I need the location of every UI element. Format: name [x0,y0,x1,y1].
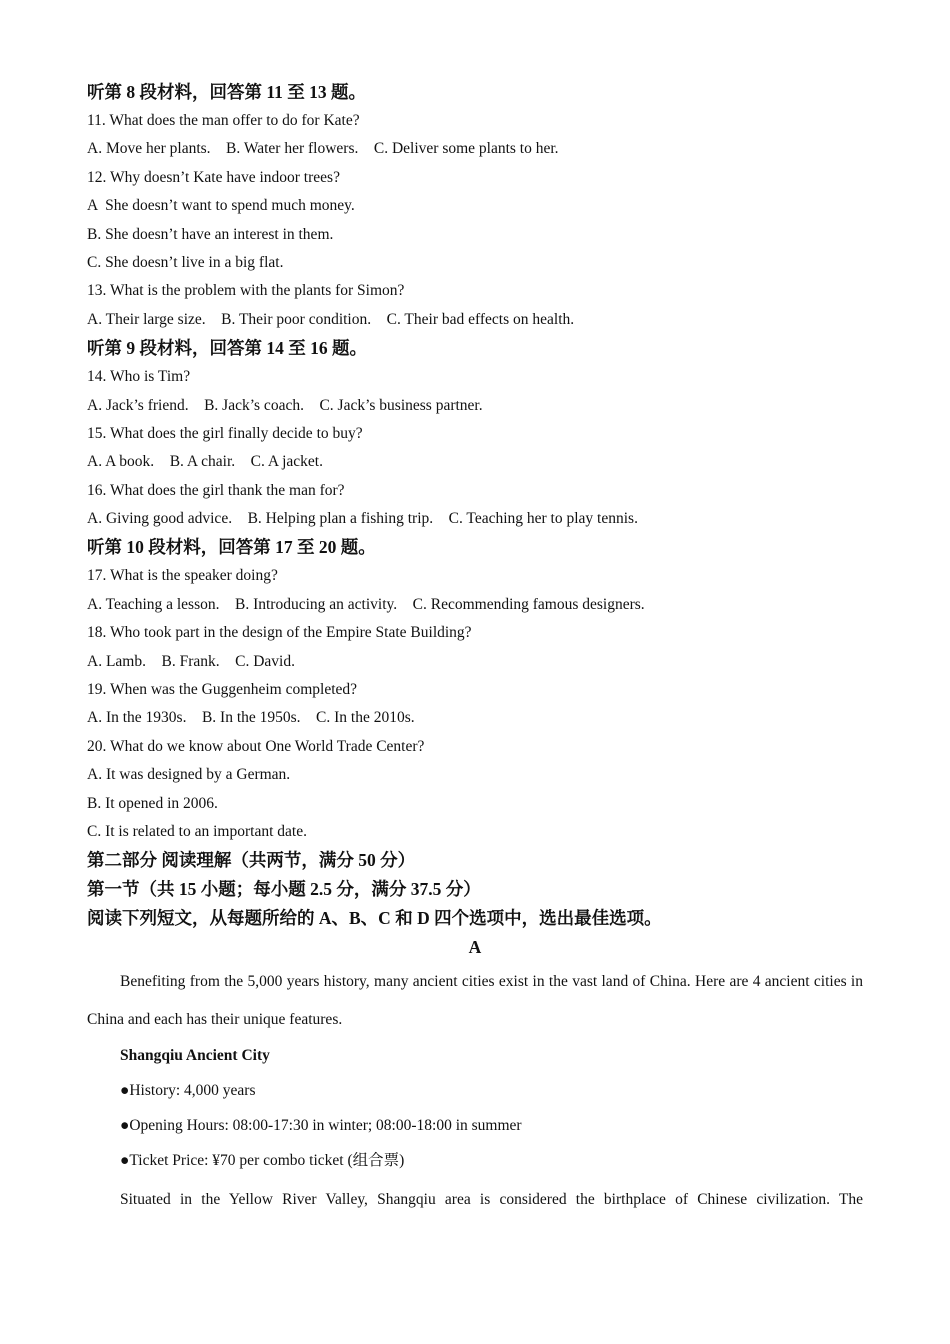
option-c: C. Their bad effects on health. [386,310,575,328]
option-b: B. Helping plan a fishing trip. [247,510,434,528]
question-stem-14: 14. Who is Tim? [87,368,191,386]
option-a: A. Move her plants. [87,140,211,158]
option-a: A. Lamb. [87,652,146,670]
option-a: A. A book. [87,453,155,471]
question-options-18 [87,648,863,676]
option-a: A. Jack’s friend. [87,396,189,414]
question-options-11 [87,135,863,163]
question-stem-16: 16. What does the girl thank the man for? [87,481,345,499]
part-two-title: 第二部分 阅读理解（共两节，满分 50 分） [87,850,416,871]
city-hours: ●Opening Hours: 08:00-17:30 in winter; 08:00-18:00 in summer [120,1116,522,1134]
question-options-14 [87,392,863,420]
question-stem-19: 19. When was the Guggenheim completed? [87,681,358,699]
option-c: C. It is related to an important date. [87,822,307,840]
option-a: A She doesn’t want to spend much money. [87,197,355,215]
option-a: A. In the 1930s. [87,709,187,727]
section-header-8: 听第 8 段材料，回答第 11 至 13 题。 [87,82,367,102]
passage-intro: Benefiting from the 5,000 years history, many ancient cities exist in the vast land of China. Here are 4 ancient cities in China and each has their unique features. [87,973,863,1029]
question-options-15 [87,448,863,476]
option-b: B. Jack’s coach. [204,396,304,414]
city-ticket: ●Ticket Price: ¥70 per combo ticket (组合票) [120,1151,405,1169]
passage-body: Situated in the Yellow River Valley, Shangqiu area is considered the birthplace of Chinese civilization. The [120,1190,863,1208]
option-c: C. In the 2010s. [316,709,415,727]
question-stem-13: 13. What is the problem with the plants for Simon? [87,282,405,300]
city-heading: Shangqiu Ancient City [120,1047,270,1065]
reading-instruction: 阅读下列短文，从每题所给的 A、B、C 和 D 四个选项中，选出最佳选项。 [87,908,662,929]
option-b: B. Water her flowers. [226,140,359,158]
option-a: A. It was designed by a German. [87,766,291,784]
option-c: C. Recommending famous designers. [412,595,645,613]
option-b: B. In the 1950s. [201,709,301,727]
option-c: C. Teaching her to play tennis. [448,510,638,528]
question-stem-20: 20. What do we know about One World Trade Center? [87,737,425,755]
passage-label: A [468,937,482,958]
question-options-16 [87,505,863,533]
section-one-title: 第一节（共 15 小题；每小题 2.5 分，满分 37.5 分） [87,879,481,900]
option-a: A. Teaching a lesson. [87,595,220,613]
option-c: C. David. [235,652,295,670]
option-b: B. She doesn’t have an interest in them. [87,225,334,243]
section-header-10: 听第 10 段材料，回答第 17 至 20 题。 [87,537,376,558]
option-b: B. A chair. [169,453,236,471]
option-a: A. Their large size. [87,310,206,328]
city-history: ●History: 4,000 years [120,1082,256,1100]
option-b: B. Frank. [161,652,220,670]
option-b: B. Introducing an activity. [235,595,398,613]
question-options-13 [87,306,863,334]
question-options-19 [87,704,863,732]
option-b: B. Their poor condition. [221,310,372,328]
option-c: C. A jacket. [250,453,323,471]
question-stem-12: 12. Why doesn’t Kate have indoor trees? [87,168,340,186]
option-b: B. It opened in 2006. [87,794,218,812]
document-page [87,78,863,1219]
option-c: C. She doesn’t live in a big flat. [87,253,284,271]
question-options-17 [87,591,863,619]
question-stem-17: 17. What is the speaker doing? [87,567,278,585]
option-c: C. Jack’s business partner. [319,396,483,414]
question-stem-18: 18. Who took part in the design of the Empire State Building? [87,624,472,642]
question-stem-11: 11. What does the man offer to do for Kate? [87,112,360,129]
option-c: C. Deliver some plants to her. [373,140,559,158]
option-a: A. Giving good advice. [87,510,233,528]
question-stem-15: 15. What does the girl finally decide to buy? [87,424,363,442]
section-header-9: 听第 9 段材料，回答第 14 至 16 题。 [87,338,367,359]
